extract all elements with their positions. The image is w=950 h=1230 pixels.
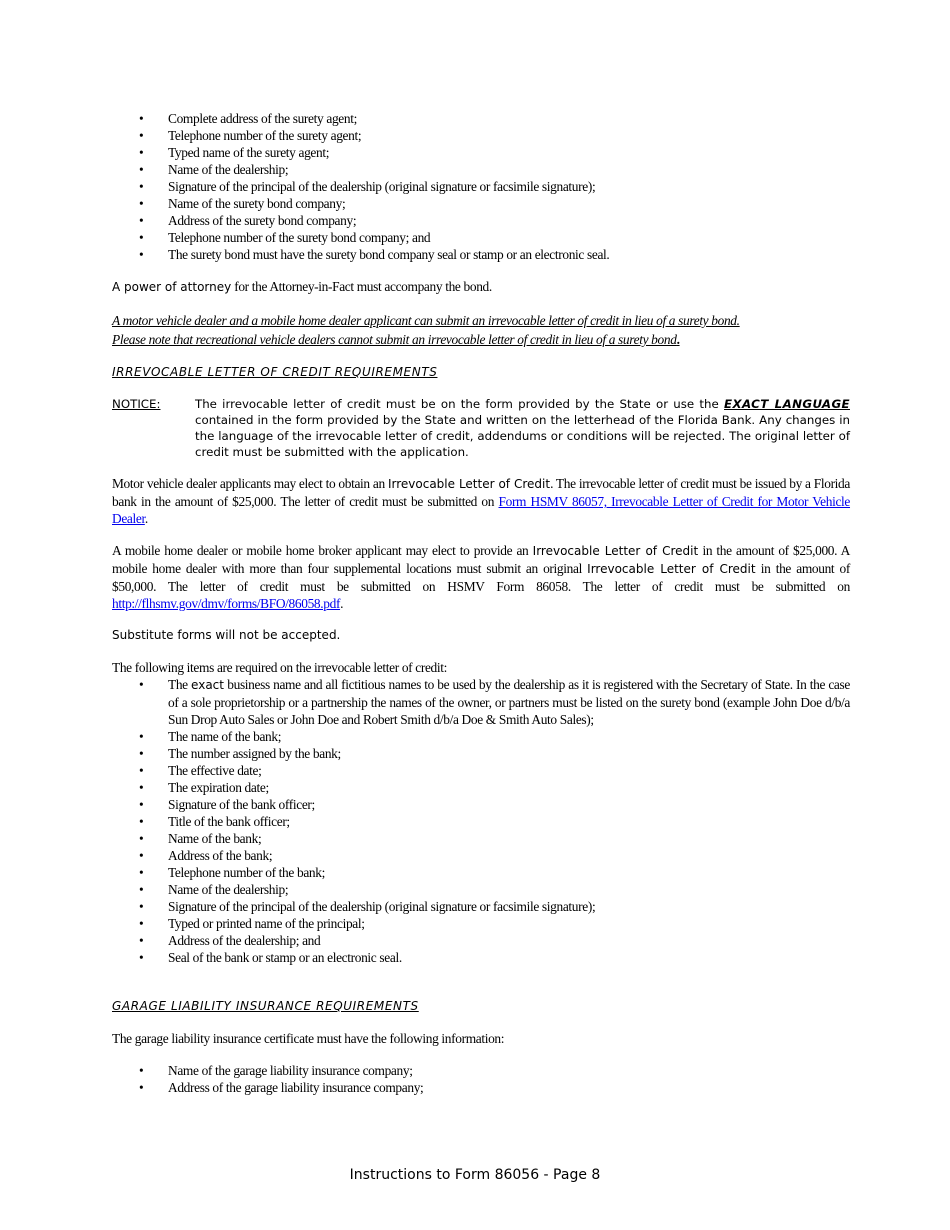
mobile-home-paragraph: A mobile home dealer or mobile home broker applicant may elect to provide an Irrevocable Letter of Credit in the amount of $25,000. A mobile home dealer with more than four supplemental locations must submit an original Irrevocable Letter of Credit in the amount of $50,000. The letter of credit must be submitted on HSMV Form 86058. The letter of credit must be submitted on http://flhsmv.gov/dmv/forms/BFO/86058.pdf. — [112, 543, 850, 611]
list-item: • Address of the dealership; and — [112, 932, 850, 949]
list-item: • Name of the dealership; — [112, 881, 850, 898]
form-86058-link[interactable]: http://flhsmv.gov/dmv/forms/BFO/86058.pdf — [112, 596, 341, 611]
notice-text: The irrevocable letter of credit must be on the form provided by the State or use the EXACT LANGUAGE contained in the form provided by the State and written on the letterhead of the Florida Bank. Any changes in the language of the irrevocable letter of credit, addendums or conditions will be rejected. The original letter of credit must be submitted with the application. — [195, 397, 850, 459]
credit-requirements-list — [112, 676, 850, 966]
list-item: • Telephone number of the surety bond company; and — [112, 229, 850, 246]
letter-of-credit-eligibility — [112, 311, 850, 349]
list-item: • The exact business name and all fictitious names to be used by the dealership as it is registered with the Secretary of State. In the case of a sole proprietorship or a partnership the names of the owner, or partners must be listed on the surety bond (example John Doe d/b/a Sun Drop Auto Sales or John Doe and Robert Smith d/b/a Doe & Smith Auto Sales); — [112, 676, 850, 728]
garage-lead: The garage liability insurance certificate must have the following information: — [112, 1031, 505, 1046]
credit-items-lead: The following items are required on the irrevocable letter of credit: — [112, 660, 448, 675]
list-item: • Complete address of the surety agent; — [112, 110, 850, 127]
list-item: • Signature of the principal of the dealership (original signature or facsimile signature); — [112, 898, 850, 915]
list-item: • Seal of the bank or stamp or an electronic seal. — [112, 949, 850, 966]
list-item: • The surety bond must have the surety bond company seal or stamp or an electronic seal. — [112, 246, 850, 263]
list-item: • Telephone number of the surety agent; — [112, 127, 850, 144]
eligibility-line-2: Please note that recreational vehicle dealers cannot submit an irrevocable letter of credit in lieu of a surety bond — [112, 332, 677, 347]
document-body — [112, 110, 850, 1096]
list-item: • Address of the surety bond company; — [112, 212, 850, 229]
list-item: • The expiration date; — [112, 779, 850, 796]
surety-requirements-list — [112, 110, 850, 263]
eligibility-line-2-end: . — [676, 332, 680, 347]
list-item: • Signature of the bank officer; — [112, 796, 850, 813]
list-item: • Telephone number of the bank; — [112, 864, 850, 881]
power-of-attorney-term: A power of attorney — [112, 280, 232, 294]
list-item: • Typed or printed name of the principal; — [112, 915, 850, 932]
list-item: • The number assigned by the bank; — [112, 745, 850, 762]
list-item: • Signature of the principal of the dealership (original signature or facsimile signature); — [112, 178, 850, 195]
list-item: • The effective date; — [112, 762, 850, 779]
list-item: • Title of the bank officer; — [112, 813, 850, 830]
eligibility-line-1: A motor vehicle dealer and a mobile home dealer applicant can submit an irrevocable letter of credit in lieu of a surety bond. — [112, 313, 740, 328]
motor-vehicle-paragraph: Motor vehicle dealer applicants may elect to obtain an Irrevocable Letter of Credit. The irrevocable letter of credit must be issued by a Florida bank in the amount of $25,000. The letter of credit must be submitted on Form HSMV 86057, Irrevocable Letter of Credit for Motor Vehicle Dealer. — [112, 476, 851, 526]
list-item: • The name of the bank; — [112, 728, 850, 745]
list-item: • Name of the surety bond company; — [112, 195, 850, 212]
notice-block — [112, 396, 850, 460]
notice-label: NOTICE: — [112, 397, 161, 411]
list-item: • Name of the dealership; — [112, 161, 850, 178]
list-item: • Name of the garage liability insurance company; — [112, 1062, 850, 1079]
garage-heading: GARAGE LIABILITY INSURANCE REQUIREMENTS — [112, 999, 419, 1013]
irrevocable-heading: IRREVOCABLE LETTER OF CREDIT REQUIREMENTS — [112, 365, 438, 379]
garage-requirements-list — [112, 1062, 850, 1096]
page-footer: Instructions to Form 86056 - Page 8 — [349, 1167, 601, 1183]
form-86057-link[interactable]: Form HSMV 86057, Irrevocable Letter of Credit for Motor Vehicle Dealer — [112, 494, 851, 526]
list-item: • Address of the garage liability insurance company; — [112, 1079, 850, 1096]
power-of-attorney-text: for the Attorney-in-Fact must accompany the bond. — [231, 279, 492, 294]
power-of-attorney-paragraph — [112, 278, 850, 296]
list-item: • Address of the bank; — [112, 847, 850, 864]
list-item: • Typed name of the surety agent; — [112, 144, 850, 161]
substitute-forms-note: Substitute forms will not be accepted. — [112, 628, 341, 642]
exact-language: EXACT LANGUAGE — [724, 397, 850, 411]
list-item: • Name of the bank; — [112, 830, 850, 847]
